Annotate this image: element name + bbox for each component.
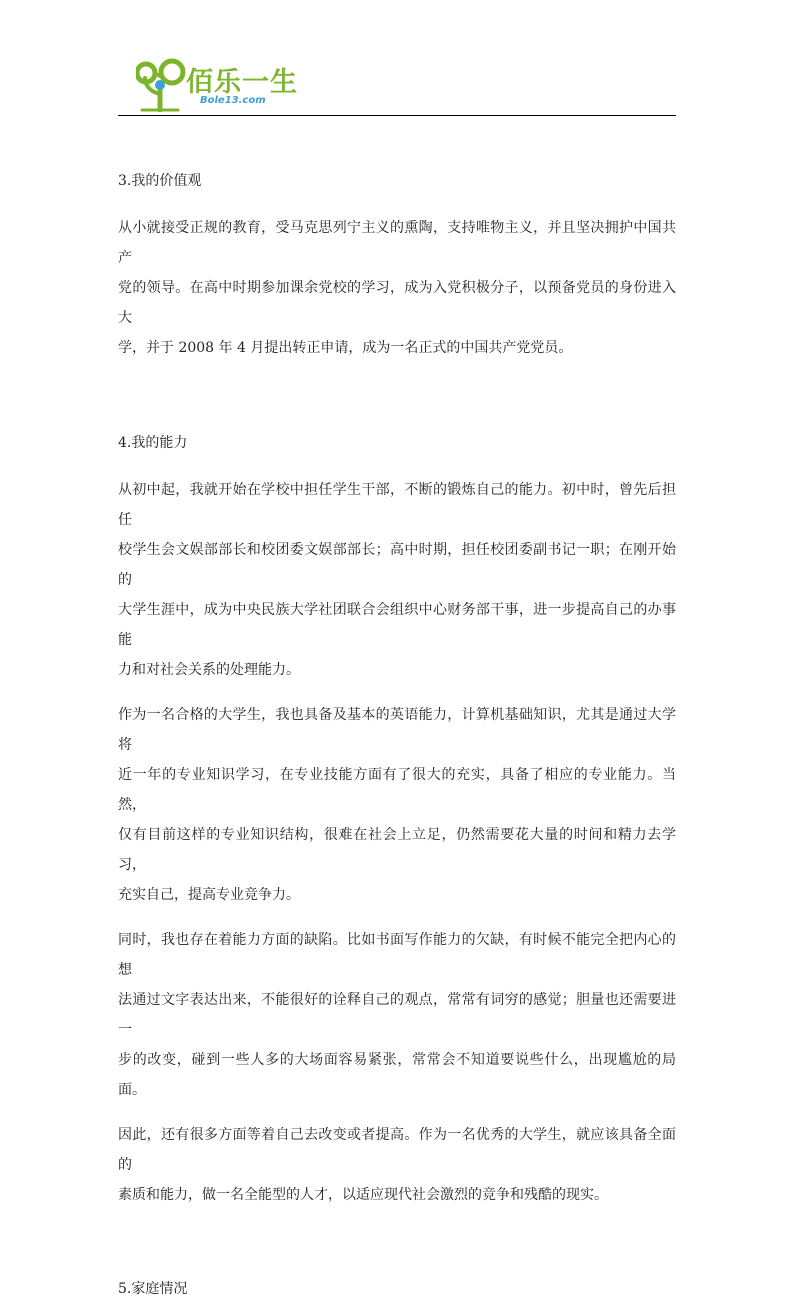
brand-url: Bole13.com: [200, 95, 266, 106]
values-paragraph: 从小就接受正规的教育，受马克思列宁主义的熏陶，支持唯物主义，并且坚决拥护中国共产 党的领导。在高中时期参加课余党校的学习，成为入党积极分子，以预备党员的身份进入大 学，并于 2008 年 4 月提出转正申请，成为一名正式的中国共产党党员。: [118, 220, 676, 356]
section-heading-ability: 4.我的能力: [118, 435, 188, 451]
ability-paragraph-3: 同时，我也存在着能力方面的缺陷。比如书面写作能力的欠缺，有时候不能完全把内心的想 法通过文字表达出来，不能很好的诠释自己的观点，常常有词穷的感觉；胆量也还需要进一 步的改变，碰到一些人多的大场面容易紧张，常常会不知道要说些什么，出现尴尬的局面。: [118, 932, 676, 1098]
section-heading-family: 5.家庭情况: [118, 1281, 188, 1297]
ability-paragraph-2: 作为一名合格的大学生，我也具备及基本的英语能力，计算机基础知识，尤其是通过大学将 近一年的专业知识学习，在专业技能方面有了很大的充实，具备了相应的专业能力。当然， 仅有目前这样的专业知识结构，很难在社会上立足，仍然需要花大量的时间和精力去学习， 充实自己，提高专业竞争力。: [118, 707, 676, 903]
brand-logo: [136, 58, 306, 112]
ability-paragraph-1: 从初中起，我就开始在学校中担任学生干部，不断的锻炼自己的能力。初中时，曾先后担任 校学生会文娱部部长和校团委文娱部部长；高中时期，担任校团委副书记一职；在刚开始的 大学生涯中，成为中央民族大学社团联合会组织中心财务部干事，进一步提高自己的办事能 力和对社会关系的处理能力。: [118, 482, 676, 678]
document-body: [118, 164, 676, 1306]
section-heading-values: 3.我的价值观: [118, 173, 202, 189]
tree-logo-icon: [136, 58, 188, 112]
page-header: [118, 50, 676, 116]
ability-paragraph-4: 因此，还有很多方面等着自己去改变或者提高。作为一名优秀的大学生，就应该具备全面的 素质和能力，做一名全能型的人才，以适应现代社会激烈的竞争和残酷的现实。: [118, 1127, 676, 1203]
brand-name: 佰乐一生: [186, 67, 298, 98]
header-divider: [118, 115, 676, 116]
